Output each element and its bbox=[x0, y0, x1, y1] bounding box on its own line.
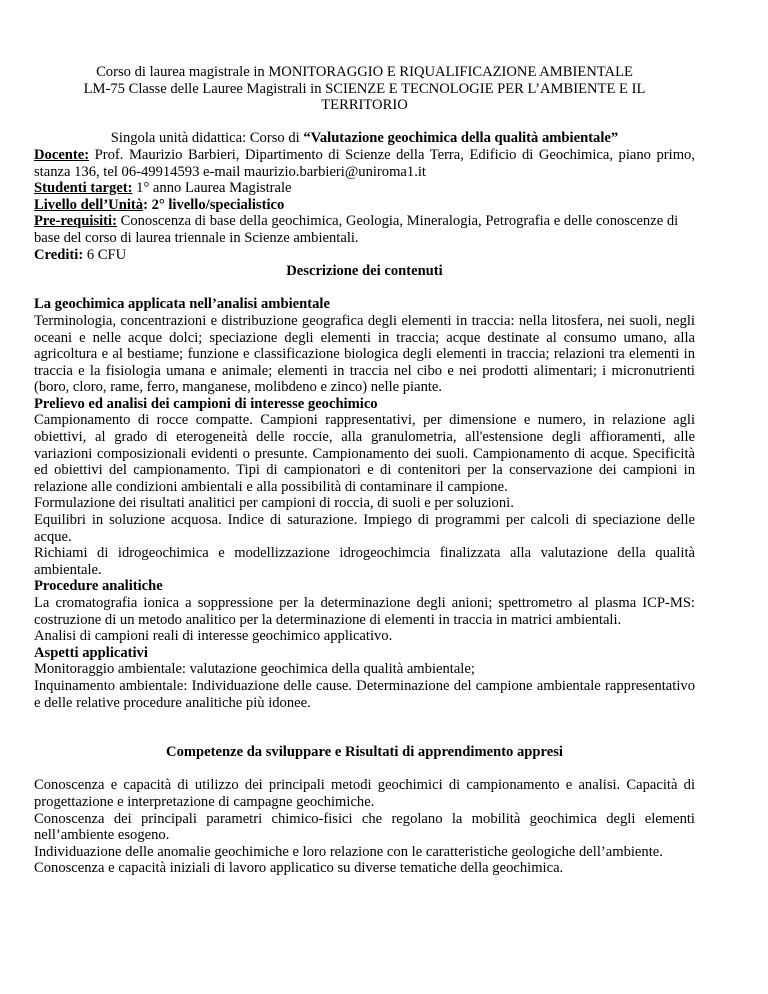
course-line bbox=[34, 130, 695, 147]
section-paragraph: Campionamento di rocce compatte. Campioni rappresentativi, per dimensione e numero, in relazione agli obiettivi, al grado di eterogeneità delle roccie, alla granulometria, all'estensione degli affioramenti, alle variazioni composizionali evidenti o presunte. Campionamento dei suoli. Campionamento di acque. Specificità ed obiettivi del campionamento. Tipi di campionatori e di contenitori per la conservazione dei campioni in relazione alle condizioni ambientali e alla possibilità di contaminare il campione. bbox=[34, 412, 695, 495]
outcome-paragraph: Conoscenza e capacità di utilizzo dei principali metodi geochimici di campionamento e analisi. Capacità di progettazione e interpretazione di campagne geochimiche. bbox=[34, 777, 695, 810]
section-title: Prelievo ed analisi dei campioni di interesse geochimico bbox=[34, 395, 378, 412]
prereq-label: Pre-requisiti: bbox=[34, 213, 117, 230]
crediti-line bbox=[34, 247, 695, 264]
docente-text: Prof. Maurizio Barbieri, Dipartimento di Scienze della Terra, Edificio di Geochimica, piano primo, stanza 136, tel 06-49914593 e-mail maurizio.barbieri@uniroma1.it bbox=[34, 146, 695, 180]
livello-label: Livello dell’Unità bbox=[34, 196, 144, 213]
section-paragraph: Analisi di campioni reali di interesse geochimico applicativo. bbox=[34, 628, 393, 645]
section-geochimica bbox=[34, 296, 695, 396]
outcome-paragraph: Conoscenza dei principali parametri chimico-fisici che regolano la mobilità geochimica degli elementi nell’ambiente esogeno. bbox=[34, 810, 695, 844]
section-procedure bbox=[34, 578, 695, 644]
section-paragraph: Equilibri in soluzione acquosa. Indice di saturazione. Impiego di programmi per calcoli di speciazione delle acque. bbox=[34, 512, 695, 545]
header-block bbox=[34, 64, 695, 114]
section-paragraph: La cromatografia ionica a soppressione per la determinazione degli anioni; spettrometro al plasma ICP-MS: costruzione di un metodo analitico per la determinazione di elementi in traccia in matrici ambientali. bbox=[34, 595, 695, 628]
section-prelievo bbox=[34, 396, 695, 579]
outcomes-heading: Competenze da sviluppare e Risultati di apprendimento appresi bbox=[166, 744, 563, 761]
degree-class-cont: TERRITORIO bbox=[321, 97, 408, 114]
studenti-line bbox=[34, 180, 695, 197]
contents-heading: Descrizione dei contenuti bbox=[286, 263, 443, 280]
crediti-text: 6 CFU bbox=[83, 246, 127, 263]
section-aspetti bbox=[34, 645, 695, 711]
section-paragraph: Formulazione dei risultati analitici per campioni di roccia, di suoli e per soluzioni. bbox=[34, 495, 514, 512]
course-intro: Singola unità didattica: Corso di bbox=[110, 130, 304, 147]
livello-text: : 2° livello/specialistico bbox=[143, 196, 285, 213]
prereq-text: Conoscenza di base della geochimica, Geologia, Mineralogia, Petrografia e delle conoscenze di base del corso di laurea triennale in Scienze ambientali. bbox=[34, 213, 679, 246]
studenti-text: 1° anno Laurea Magistrale bbox=[132, 180, 292, 197]
section-paragraph: Inquinamento ambientale: Individuazione delle cause. Determinazione del campione ambientale rappresentativo e delle relative procedure analitiche più idonee. bbox=[34, 677, 695, 711]
document-page bbox=[34, 64, 695, 877]
section-title: Aspetti applicativi bbox=[34, 644, 148, 661]
section-title: La geochimica applicata nell’analisi ambientale bbox=[34, 296, 330, 313]
section-paragraph: Richiami di idrogeochimica e modellizzazione idrogeochimcia finalizzata alla valutazione della qualità ambientale. bbox=[34, 545, 695, 578]
livello-line bbox=[34, 197, 695, 214]
outcomes-list bbox=[34, 777, 695, 877]
outcome-paragraph: Individuazione delle anomalie geochimiche e loro relazione con le caratteristiche geologiche dell’ambiente. bbox=[34, 843, 663, 860]
docente-line bbox=[34, 147, 695, 180]
studenti-label: Studenti target: bbox=[34, 180, 133, 197]
section-title: Procedure analitiche bbox=[34, 578, 163, 595]
docente-label: Docente: bbox=[34, 146, 90, 163]
course-title: “Valutazione geochimica della qualità ambientale” bbox=[303, 130, 619, 147]
crediti-label: Crediti: bbox=[34, 246, 84, 263]
section-paragraph: Monitoraggio ambientale: valutazione geochimica della qualità ambientale; bbox=[34, 661, 475, 678]
section-paragraph: Terminologia, concentrazioni e distribuzione geografica degli elementi in traccia: nella litosfera, nei suoli, negli oceani e nelle acque dolci; speciazione degli elementi in traccia; acque destinate al consumo umano, alla agricoltura e al bestiame; funzione e classificazione biologica degli elementi in traccia; relazioni tra elementi in traccia e la fisiologia umana e animale; elementi in traccia nel cibo e nei prodotti alimentari; i micronutrienti (boro, cloro, rame, ferro, manganese, molibdeno e zinco) nelle piante. bbox=[34, 312, 695, 396]
degree-class: LM-75 Classe delle Lauree Magistrali in SCIENZE E TECNOLOGIE PER L’AMBIENTE E IL bbox=[83, 80, 646, 97]
degree-title: Corso di laurea magistrale in MONITORAGGIO E RIQUALIFICAZIONE AMBIENTALE bbox=[96, 64, 633, 80]
prereq-line bbox=[34, 213, 695, 246]
outcome-paragraph: Conoscenza e capacità iniziali di lavoro applicatico su diverse tematiche della geochimica. bbox=[34, 860, 564, 877]
